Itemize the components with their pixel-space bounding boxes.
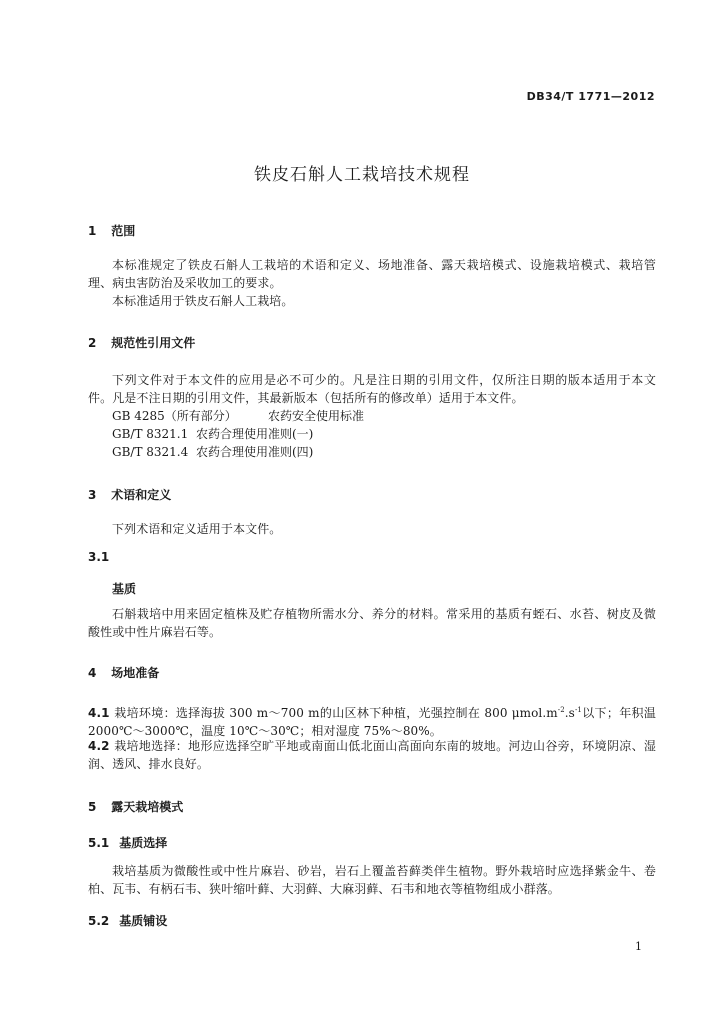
section-number: 4 (88, 666, 97, 680)
page-title: 铁皮石斛人工栽培技术规程 (254, 165, 470, 185)
section-1-paragraph-1: 本标准规定了铁皮石斛人工栽培的术语和定义、场地准备、露天栽培模式、设施栽培模式、栽培管理、病虫害防治及采收加工的要求。 (88, 258, 656, 290)
clause-text-part: 以下；年积温 2000℃～3000℃，温度 10℃～30℃；相对湿度 75%～80%。 (88, 706, 656, 738)
section-2-paragraph-1: 下列文件对于本文件的应用是必不可少的。凡是注日期的引用文件，仅所注日期的版本适用于本文件。凡是不注日期的引用文件，其最新版本（包括所有的修改单）适用于本文件。 (88, 373, 656, 405)
section-title: 场地准备 (111, 666, 160, 680)
subsection-number: 5.1 (88, 836, 110, 850)
section-1-heading (88, 222, 135, 239)
clause-text-part: 栽培环境：选择海拔 300 m～700 m的山区林下种植，光强控制在 800 μmol.m (114, 706, 558, 720)
subsection-5-2-heading (88, 912, 167, 929)
clause-4-2 (88, 737, 656, 773)
page-number: 1 (635, 940, 642, 953)
reference-name: 农药合理使用准则(四) (196, 445, 314, 459)
clause-text-part: .s (564, 706, 575, 720)
reference-code: GB 4285（所有部分） (112, 409, 237, 423)
section-number: 1 (88, 224, 97, 238)
subsection-5-1-heading (88, 834, 167, 851)
subsection-5-1-paragraph: 栽培基质为微酸性或中性片麻岩、砂岩，岩石上覆盖苔藓类伴生植物。野外栽培时应选择紫金牛、卷柏、瓦韦、有柄石韦、狭叶缩叶藓、大羽藓、大麻羽藓、石韦和地衣等植物组成小群落。 (88, 864, 656, 896)
section-5-heading (88, 798, 183, 815)
section-title: 术语和定义 (111, 488, 172, 502)
section-title: 范围 (111, 224, 136, 238)
term-number: 3.1 (88, 550, 110, 564)
section-title: 露天栽培模式 (111, 800, 184, 814)
subsection-number: 5.2 (88, 914, 110, 928)
reference-item (112, 407, 364, 425)
section-3-paragraph-1: 下列术语和定义适用于本文件。 (112, 522, 282, 536)
section-number: 5 (88, 800, 97, 814)
clause-text: 栽培地选择：地形应选择空旷平地或南面山低北面山高面向东南的坡地。河边山谷旁，环境阴凉、湿润、透风、排水良好。 (88, 739, 656, 771)
term-name: 基质 (112, 582, 137, 596)
standard-code: DB34/T 1771—2012 (526, 90, 655, 103)
reference-name: 农药安全使用标准 (268, 409, 365, 423)
reference-item (112, 443, 313, 461)
reference-item (112, 425, 313, 443)
section-1-paragraph-2: 本标准适用于铁皮石斛人工栽培。 (112, 294, 294, 308)
section-3-heading (88, 486, 171, 503)
section-number: 3 (88, 488, 97, 502)
term-definition: 石斛栽培中用来固定植株及贮存植物所需水分、养分的材料。常采用的基质有蛭石、水苔、树皮及微酸性或中性片麻岩石等。 (88, 607, 656, 639)
reference-code: GB/T 8321.1 (112, 427, 189, 441)
clause-4-1 (88, 701, 656, 740)
subsection-title: 基质选择 (119, 836, 168, 850)
reference-name: 农药合理使用准则(一) (196, 427, 314, 441)
clause-number: 4.2 (88, 739, 110, 753)
section-2-heading (88, 334, 195, 351)
section-4-heading (88, 664, 159, 681)
subsection-title: 基质铺设 (119, 914, 168, 928)
superscript: -2 (557, 706, 565, 714)
section-title: 规范性引用文件 (111, 336, 196, 350)
clause-number: 4.1 (88, 706, 110, 720)
superscript: -1 (574, 706, 582, 714)
reference-code: GB/T 8321.4 (112, 445, 189, 459)
section-number: 2 (88, 336, 97, 350)
